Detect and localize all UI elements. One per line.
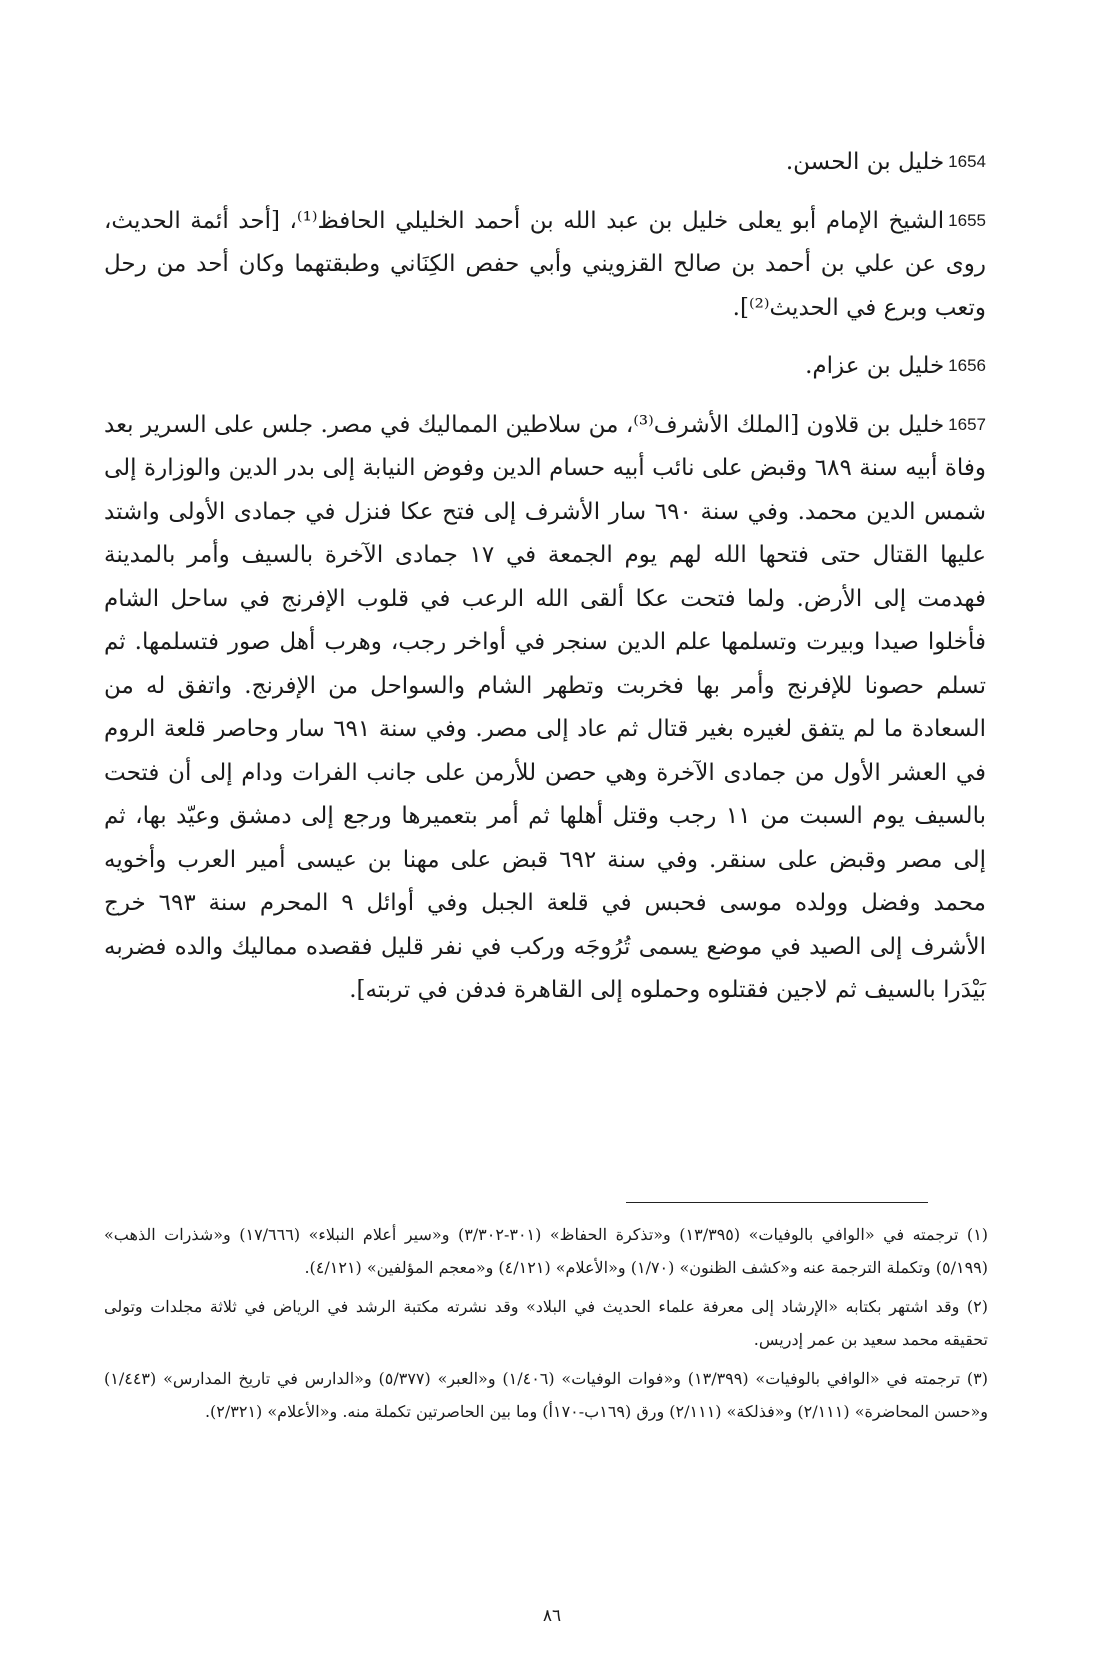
footnote-separator [626,1202,928,1203]
entry-1656 [104,344,988,389]
footnote-1: (١) ترجمته في «الوافي بالوفيات» (١٣/٣٩٥) و«تذكرة الحفاظ» (٣٠١-٣/٣٠٢) و«سير أعلام النبلاء» (١٧/٦٦٦) و«شذرات الذهب» (٥/١٩٩) وتكملة الترجمة عنه و«كشف الظنون» (١/٧٠) و«الأعلام» (٤/١٢١) و«معجم المؤلفين» (٤/١٢١). [104,1225,989,1277]
entry-body: خليل بن الحسن. [785,149,945,175]
entry-body: الشيخ الإمام أبو يعلى خليل بن عبد الله بن أحمد الخليلي الحافظ⁽¹⁾، [أحد أئمة الحديث، روى عن علي بن أحمد بن صالح القزويني وأبي حفص الكِنَاني وطبقتهما وكان أحد من رحل وتعب وبرع في الحديث⁽²⁾]. [104,207,986,321]
entry-text [104,140,988,185]
entry-text [104,344,988,389]
entry-number: 1655 [948,210,986,230]
footnote-2: (٢) وقد اشتهر بكتابه «الإرشاد إلى معرفة علماء الحديث في البلاد» وقد نشرته مكتبة الرشد في الرياض في ثلاثة مجلدات وتولى تحقيقه محمد سعيد بن عمر إدريس. [104,1297,988,1349]
entry-number: 1657 [948,414,986,434]
entry-body: خليل بن قلاون [الملك الأشرف⁽³⁾، من سلاطين المماليك في مصر. جلس على السرير بعد وفاة أبيه سنة ٦٨٩ وقبض على نائب أبيه حسام الدين وفوض النيابة إلى بدر الدين والوزارة إلى شمس الدين محمد. وفي سنة ٦٩٠ سار الأشرف إلى فتح عكا فنزل في جمادى الأولى واشتد عليها القتال حتى فتحها الله لهم يوم الجمعة في ١٧ جمادى الآخرة بالسيف وأمر بالمدينة فهدمت إلى الأرض. ولما فتحت عكا ألقى الله الرعب في قلوب الإفرنج في ساحل الشام فأخلوا صيدا وبيرت وتسلمها علم الدين سنجر في أواخر رجب، وهرب أهل صور فتسلمها. ثم تسلم حصونا للإفرنج وأمر بها فخربت وتطهر الشام والسواحل من الإفرنج. واتفق له من السعادة ما لم يتفق لغيره بغير قتال ثم عاد إلى مصر. وفي سنة ٦٩١ سار وحاصر قلعة الروم في العشر الأول من جمادى الآخرة وهي حصن للأرمن على جانب الفرات ودام إلى أن فتحت بالسيف يوم السبت من ١١ رجب وقتل أهلها ثم أمر بتعميرها ورجع إلى دمشق وعيّد بها، ثم إلى مصر وقبض على سنقر. وفي سنة ٦٩٢ قبض على مهنا بن عيسى أمير العرب وأخويه محمد وفضل وولده موسى فحبس في قلعة الجبل وفي أوائل ٩ المحرم سنة ٦٩٣ خرج الأشرف إلى الصيد في موضع يسمى تُرُوجَه وركب في نفر قليل فقصده مماليك والده فضربه بَيْدَرا بالسيف ثم لاجين فقتلوه وحملوه إلى القاهرة فدفن في تربته]. [104,411,987,1003]
entry-1655 [104,199,988,331]
footnote-3: (٣) ترجمته في «الوافي بالوفيات» (١٣/٣٩٩) و«فوات الوفيات» (١/٤٠٦) و«العبر» (٥/٣٧٧) و«الدارس في تاريخ المدارس» (١/٤٤٣) و«حسن المحاضرة» (٢/١١١) و«فذلكة» (٢/١١١) ورق (١٦٩ب-١٧٠أ) وما بين الحاصرتين تكملة منه. و«الأعلام» (٢/٣٢١). [104,1369,988,1421]
entry-1657 [104,403,988,1013]
footnotes [104,1218,988,1434]
page-number: ٨٦ [542,1606,562,1626]
entry-number: 1654 [948,152,986,171]
entry-number: 1656 [948,356,986,375]
biography-entries [104,140,988,1027]
entry-body: خليل بن عزام. [805,353,945,379]
entry-1654 [104,140,988,185]
entry-text [104,199,988,331]
entry-text [104,403,988,1013]
